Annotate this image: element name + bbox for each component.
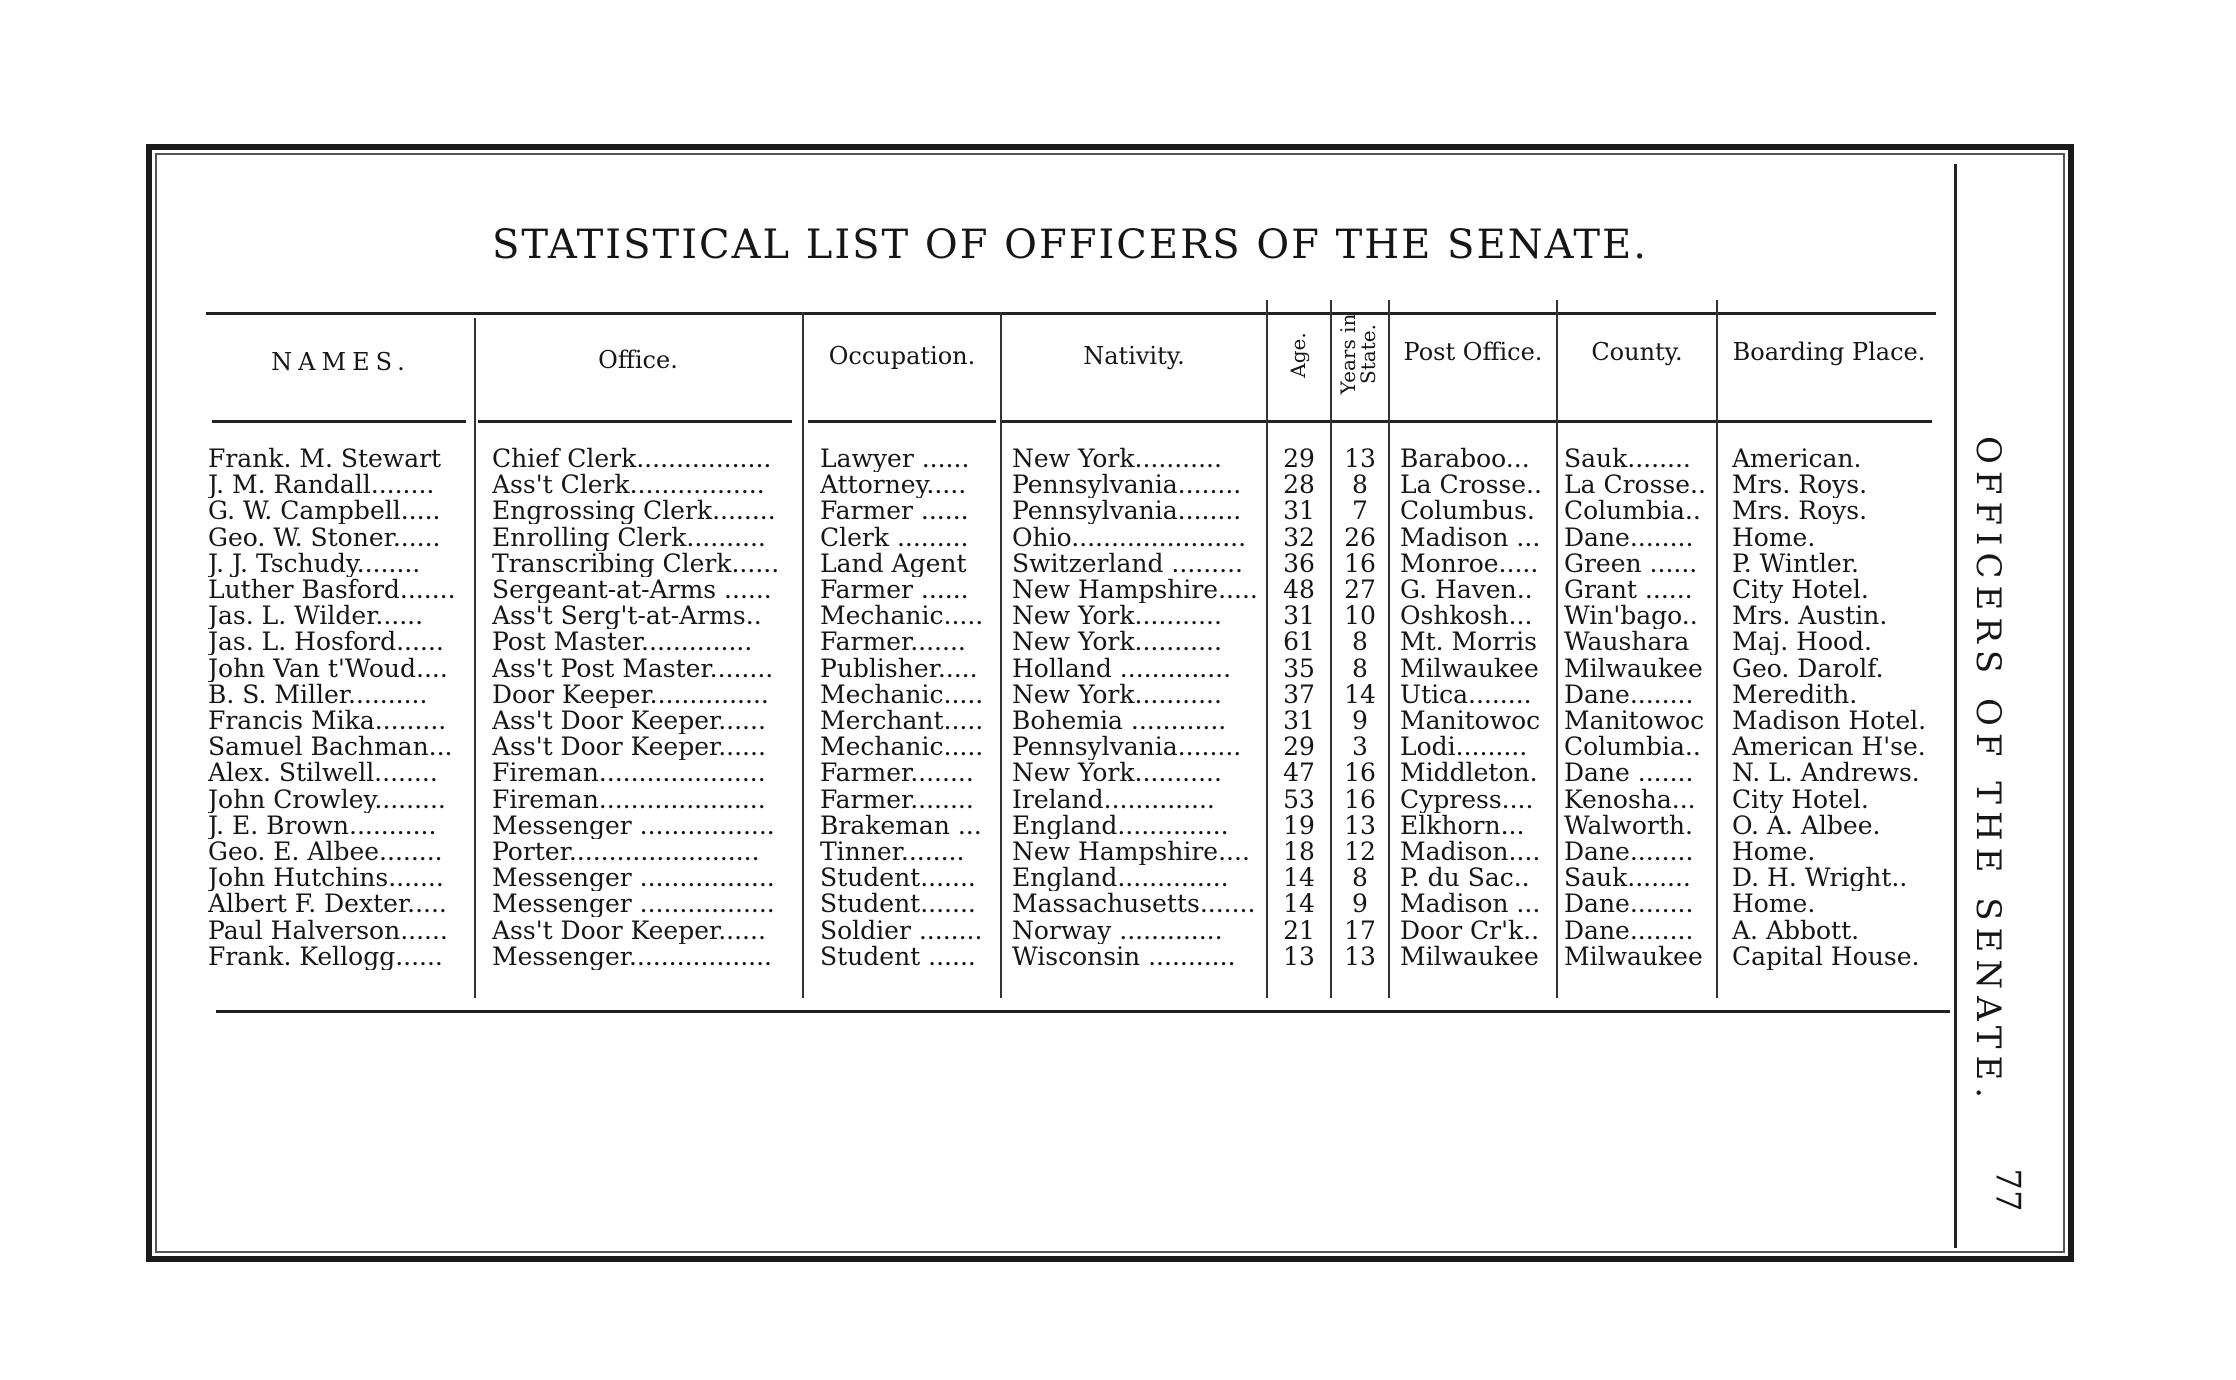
cell-name: John Crowley......... [208, 786, 446, 813]
header-underline-office [478, 420, 792, 423]
cell-name: Paul Halverson...... [208, 917, 448, 944]
column-rule [1266, 300, 1268, 998]
cell-occupation: Farmer........ [820, 760, 974, 787]
cell-post-office: Milwaukee [1400, 655, 1539, 682]
cell-office: Ass't Door Keeper...... [492, 734, 766, 761]
cell-age: 29 [1283, 734, 1315, 761]
cell-county: Dane........ [1564, 891, 1694, 918]
cell-nativity: New Hampshire.... [1012, 839, 1250, 865]
cell-name: Frank. Kellogg...... [208, 943, 443, 970]
cell-post-office: Oshkosh... [1400, 603, 1533, 630]
cell-years: 17 [1344, 917, 1376, 944]
column-rule [1716, 300, 1718, 998]
header-office: Office. [598, 346, 678, 374]
cell-occupation: Merchant..... [820, 708, 984, 734]
cell-years: 16 [1344, 760, 1376, 787]
cell-post-office: Manitowoc [1400, 708, 1541, 734]
cell-office: Transcribing Clerk...... [492, 550, 780, 577]
side-running-title: OFFICERS OF THE SENATE. [1968, 436, 2008, 1106]
cell-office: Messenger.................. [492, 943, 772, 970]
cell-years: 16 [1344, 550, 1376, 577]
cell-post-office: Utica........ [1400, 681, 1532, 708]
cell-office: Ass't Door Keeper...... [492, 708, 766, 734]
cell-boarding: Geo. Darolf. [1732, 655, 1884, 682]
cell-boarding: N. L. Andrews. [1732, 760, 1920, 787]
cell-age: 14 [1283, 891, 1315, 918]
cell-office: Engrossing Clerk........ [492, 498, 776, 525]
cell-age: 31 [1283, 603, 1315, 630]
cell-county: Kenosha... [1564, 786, 1696, 813]
cell-boarding: Mrs. Austin. [1732, 603, 1888, 630]
header-post-office: Post Office. [1403, 338, 1543, 366]
cell-years: 3 [1352, 734, 1368, 761]
cell-age: 21 [1283, 917, 1315, 944]
cell-boarding: American H'se. [1732, 734, 1926, 761]
cell-years: 13 [1344, 446, 1376, 472]
cell-years: 10 [1344, 603, 1376, 630]
cell-nativity: Ohio...................... [1012, 524, 1247, 551]
cell-nativity: New Hampshire..... [1012, 577, 1258, 603]
cell-name: Frank. M. Stewart [208, 446, 442, 472]
cell-occupation: Soldier ........ [820, 917, 983, 944]
cell-name: John Hutchins....... [208, 865, 444, 892]
cell-occupation: Student....... [820, 891, 976, 918]
cell-nativity: Pennsylvania........ [1012, 734, 1242, 761]
cell-years: 13 [1344, 943, 1376, 970]
cell-name: Albert F. Dexter..... [208, 891, 447, 918]
cell-years: 12 [1344, 839, 1376, 865]
cell-boarding: Home. [1732, 524, 1816, 551]
cell-nativity: Massachusetts....... [1012, 891, 1256, 918]
cell-years: 27 [1344, 577, 1376, 603]
cell-occupation: Tinner........ [820, 839, 965, 865]
cell-name: B. S. Miller.......... [208, 681, 428, 708]
cell-post-office: Middleton. [1400, 760, 1538, 787]
cell-nativity: Pennsylvania........ [1012, 472, 1242, 499]
cell-boarding: Capital House. [1732, 943, 1920, 970]
cell-name: J. J. Tschudy........ [208, 550, 421, 577]
cell-nativity: Wisconsin ........... [1012, 943, 1236, 970]
cell-occupation: Student ...... [820, 943, 976, 970]
header-underline-names [212, 420, 466, 423]
cell-county: Dane........ [1564, 839, 1694, 865]
cell-post-office: Cypress.... [1400, 786, 1534, 813]
cell-name: John Van t'Woud.... [208, 655, 448, 682]
cell-nativity: New York........... [1012, 603, 1222, 630]
header-nativity: Nativity. [1083, 342, 1185, 370]
cell-boarding: Mrs. Roys. [1732, 472, 1868, 499]
cell-post-office: La Crosse.. [1400, 472, 1542, 499]
cell-office: Porter........................ [492, 839, 760, 865]
cell-office: Fireman..................... [492, 786, 766, 813]
cell-age: 47 [1283, 760, 1315, 787]
cell-county: La Crosse.. [1564, 472, 1706, 499]
cell-office: Enrolling Clerk.......... [492, 524, 766, 551]
cell-boarding: D. H. Wright.. [1732, 865, 1908, 892]
cell-boarding: City Hotel. [1732, 786, 1869, 813]
cell-nativity: Switzerland ......... [1012, 550, 1243, 577]
cell-office: Ass't Clerk................. [492, 472, 765, 499]
cell-office: Messenger ................. [492, 865, 775, 892]
cell-county: Sauk........ [1564, 446, 1691, 472]
cell-boarding: P. Wintler. [1732, 550, 1859, 577]
cell-county: Waushara [1564, 629, 1690, 656]
cell-years: 9 [1352, 891, 1368, 918]
cell-post-office: P. du Sac.. [1400, 865, 1530, 892]
cell-nativity: Holland .............. [1012, 655, 1232, 682]
header-underline-rest [1002, 420, 1932, 423]
cell-nativity: Norway ............. [1012, 917, 1223, 944]
cell-age: 31 [1283, 498, 1315, 525]
column-rule [1000, 312, 1002, 998]
cell-office: Ass't Serg't-at-Arms.. [492, 603, 762, 630]
cell-county: Dane........ [1564, 681, 1694, 708]
cell-county: Win'bago.. [1564, 603, 1698, 630]
cell-county: Milwaukee [1564, 943, 1703, 970]
cell-occupation: Lawyer ...... [820, 446, 970, 472]
cell-county: Dane........ [1564, 917, 1694, 944]
cell-occupation: Land Agent [820, 550, 967, 577]
cell-years: 16 [1344, 786, 1376, 813]
cell-boarding: Mrs. Roys. [1732, 498, 1868, 525]
cell-occupation: Mechanic..... [820, 603, 984, 630]
cell-post-office: Mt. Morris [1400, 629, 1537, 656]
cell-age: 32 [1283, 524, 1315, 551]
cell-years: 26 [1344, 524, 1376, 551]
cell-occupation: Farmer........ [820, 786, 974, 813]
cell-name: J. E. Brown........... [208, 812, 437, 839]
cell-boarding: O. A. Albee. [1732, 812, 1881, 839]
column-rule [1388, 300, 1390, 998]
cell-occupation: Brakeman ... [820, 812, 982, 839]
cell-age: 37 [1283, 681, 1315, 708]
column-rule [1330, 300, 1332, 998]
cell-name: Samuel Bachman... [208, 734, 453, 761]
cell-years: 8 [1352, 865, 1368, 892]
cell-post-office: Baraboo... [1400, 446, 1530, 472]
cell-county: Sauk........ [1564, 865, 1691, 892]
cell-office: Sergeant-at-Arms ...... [492, 577, 772, 603]
cell-office: Messenger ................. [492, 812, 775, 839]
cell-county: Columbia.. [1564, 498, 1701, 525]
cell-county: Walworth. [1564, 812, 1693, 839]
cell-nativity: New York........... [1012, 446, 1222, 472]
cell-post-office: Elkhorn... [1400, 812, 1525, 839]
cell-years: 8 [1352, 655, 1368, 682]
cell-county: Green ...... [1564, 550, 1698, 577]
cell-post-office: Madison ... [1400, 524, 1541, 551]
cell-occupation: Farmer ...... [820, 498, 969, 525]
page-number: 77 [1987, 1168, 2028, 1212]
cell-name: J. M. Randall........ [208, 472, 435, 499]
cell-age: 48 [1283, 577, 1315, 603]
cell-boarding: Home. [1732, 891, 1816, 918]
cell-years: 8 [1352, 629, 1368, 656]
header-years-in-state: Years in State. [1336, 313, 1380, 395]
cell-county: Manitowoc [1564, 708, 1705, 734]
cell-boarding: American. [1732, 446, 1862, 472]
cell-county: Milwaukee [1564, 655, 1703, 682]
header-county: County. [1591, 338, 1683, 366]
cell-occupation: Farmer....... [820, 629, 966, 656]
table-bottom-rule [216, 1010, 1950, 1013]
cell-occupation: Mechanic..... [820, 734, 984, 761]
cell-years: 14 [1344, 681, 1376, 708]
cell-office: Ass't Door Keeper...... [492, 917, 766, 944]
table-top-rule [206, 312, 1936, 315]
cell-years: 8 [1352, 472, 1368, 499]
cell-name: Geo. E. Albee........ [208, 839, 443, 865]
column-rule [474, 318, 476, 998]
cell-nativity: Ireland.............. [1012, 786, 1215, 813]
cell-post-office: Columbus. [1400, 498, 1535, 525]
cell-nativity: Bohemia ............ [1012, 708, 1227, 734]
cell-county: Columbia.. [1564, 734, 1701, 761]
cell-name: Geo. W. Stoner...... [208, 524, 441, 551]
cell-post-office: Milwaukee [1400, 943, 1539, 970]
cell-county: Dane........ [1564, 524, 1694, 551]
cell-name: G. W. Campbell..... [208, 498, 441, 525]
cell-age: 14 [1283, 865, 1315, 892]
header-age: Age. [1286, 332, 1310, 378]
cell-boarding: City Hotel. [1732, 577, 1869, 603]
cell-name: Alex. Stilwell........ [208, 760, 438, 787]
cell-age: 13 [1283, 943, 1315, 970]
cell-boarding: Meredith. [1732, 681, 1858, 708]
cell-post-office: Madison.... [1400, 839, 1541, 865]
cell-age: 53 [1283, 786, 1315, 813]
cell-office: Chief Clerk................. [492, 446, 772, 472]
header-names: NAMES. [271, 348, 411, 376]
cell-occupation: Student....... [820, 865, 976, 892]
cell-occupation: Mechanic..... [820, 681, 984, 708]
cell-boarding: Madison Hotel. [1732, 708, 1927, 734]
cell-nativity: New York........... [1012, 760, 1222, 787]
cell-office: Door Keeper............... [492, 681, 769, 708]
cell-nativity: New York........... [1012, 629, 1222, 656]
cell-age: 29 [1283, 446, 1315, 472]
cell-occupation: Farmer ...... [820, 577, 969, 603]
cell-boarding: Home. [1732, 839, 1816, 865]
cell-post-office: Monroe..... [1400, 550, 1539, 577]
cell-office: Ass't Post Master........ [492, 655, 774, 682]
cell-occupation: Clerk ......... [820, 524, 969, 551]
cell-county: Grant ...... [1564, 577, 1693, 603]
cell-years: 13 [1344, 812, 1376, 839]
cell-years: 9 [1352, 708, 1368, 734]
cell-boarding: Maj. Hood. [1732, 629, 1873, 656]
column-rule [802, 312, 804, 998]
cell-name: Jas. L. Hosford...... [208, 629, 444, 656]
cell-age: 19 [1283, 812, 1315, 839]
cell-name: Jas. L. Wilder...... [208, 603, 424, 630]
cell-age: 35 [1283, 655, 1315, 682]
cell-office: Messenger ................. [492, 891, 775, 918]
cell-nativity: Pennsylvania........ [1012, 498, 1242, 525]
cell-post-office: G. Haven.. [1400, 577, 1533, 603]
cell-name: Luther Basford....... [208, 577, 456, 603]
cell-age: 18 [1283, 839, 1315, 865]
cell-occupation: Attorney..... [820, 472, 967, 499]
cell-office: Fireman..................... [492, 760, 766, 787]
cell-occupation: Publisher..... [820, 655, 978, 682]
cell-nativity: England.............. [1012, 812, 1229, 839]
header-underline-occupation [808, 420, 996, 423]
cell-county: Dane ....... [1564, 760, 1694, 787]
cell-age: 61 [1283, 629, 1315, 656]
page-title: STATISTICAL LIST OF OFFICERS OF THE SENATE. [492, 222, 1648, 268]
cell-post-office: Lodi......... [1400, 734, 1528, 761]
cell-age: 28 [1283, 472, 1315, 499]
cell-post-office: Door Cr'k.. [1400, 917, 1540, 944]
column-rule [1556, 300, 1558, 998]
cell-nativity: New York........... [1012, 681, 1222, 708]
header-occupation: Occupation. [828, 342, 976, 370]
cell-nativity: England.............. [1012, 865, 1229, 892]
cell-post-office: Madison ... [1400, 891, 1541, 918]
header-boarding-place: Boarding Place. [1732, 338, 1926, 366]
cell-boarding: A. Abbott. [1732, 917, 1860, 944]
cell-age: 31 [1283, 708, 1315, 734]
cell-years: 7 [1352, 498, 1368, 525]
side-rule [1954, 164, 1957, 1248]
cell-name: Francis Mika......... [208, 708, 447, 734]
cell-age: 36 [1283, 550, 1315, 577]
cell-office: Post Master.............. [492, 629, 753, 656]
